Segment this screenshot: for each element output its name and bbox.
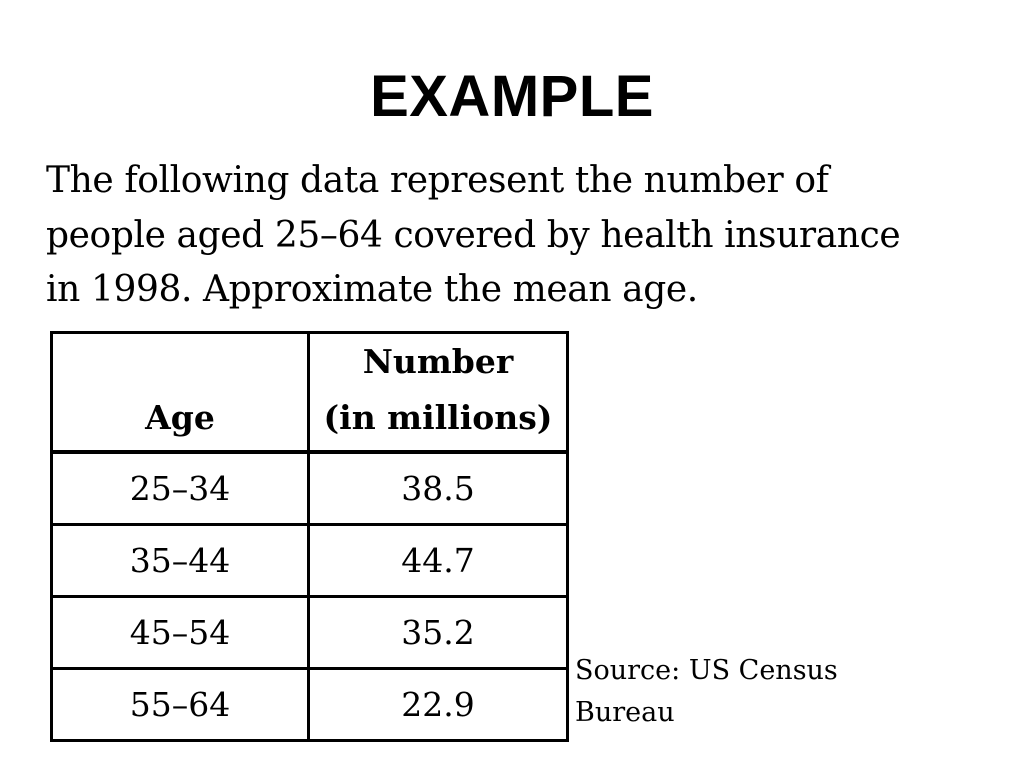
number-header-label: Number	[362, 342, 514, 381]
problem-statement-line: The following data represent the number of	[46, 160, 829, 201]
age-header-label: Age	[145, 398, 215, 437]
table-row	[52, 669, 568, 741]
age-cell: 35–44	[52, 525, 309, 597]
number-cell: 44.7	[309, 525, 568, 597]
age-column-header	[52, 333, 309, 453]
table-row	[52, 452, 568, 525]
number-header-unit: (in millions)	[323, 398, 553, 437]
slide-title: EXAMPLE	[370, 64, 654, 129]
number-cell: 35.2	[309, 597, 568, 669]
source-note-line: Source: US Census	[575, 655, 838, 686]
source-note	[575, 650, 875, 734]
problem-statement-line: people aged 25–64 covered by health insurance	[46, 214, 901, 256]
source-note-line: Bureau	[575, 697, 675, 728]
age-cell: 45–54	[52, 597, 309, 669]
problem-statement-line: in 1998. Approximate the mean age.	[46, 269, 698, 310]
age-cell: 25–34	[52, 452, 309, 525]
table-header-row	[52, 333, 568, 453]
age-cell: 55–64	[52, 669, 309, 741]
age-distribution-table	[50, 331, 569, 742]
problem-statement	[46, 154, 1006, 318]
table-row	[52, 597, 568, 669]
number-cell: 22.9	[309, 669, 568, 741]
table-row	[52, 525, 568, 597]
number-column-header	[309, 333, 568, 453]
number-cell: 38.5	[309, 452, 568, 525]
